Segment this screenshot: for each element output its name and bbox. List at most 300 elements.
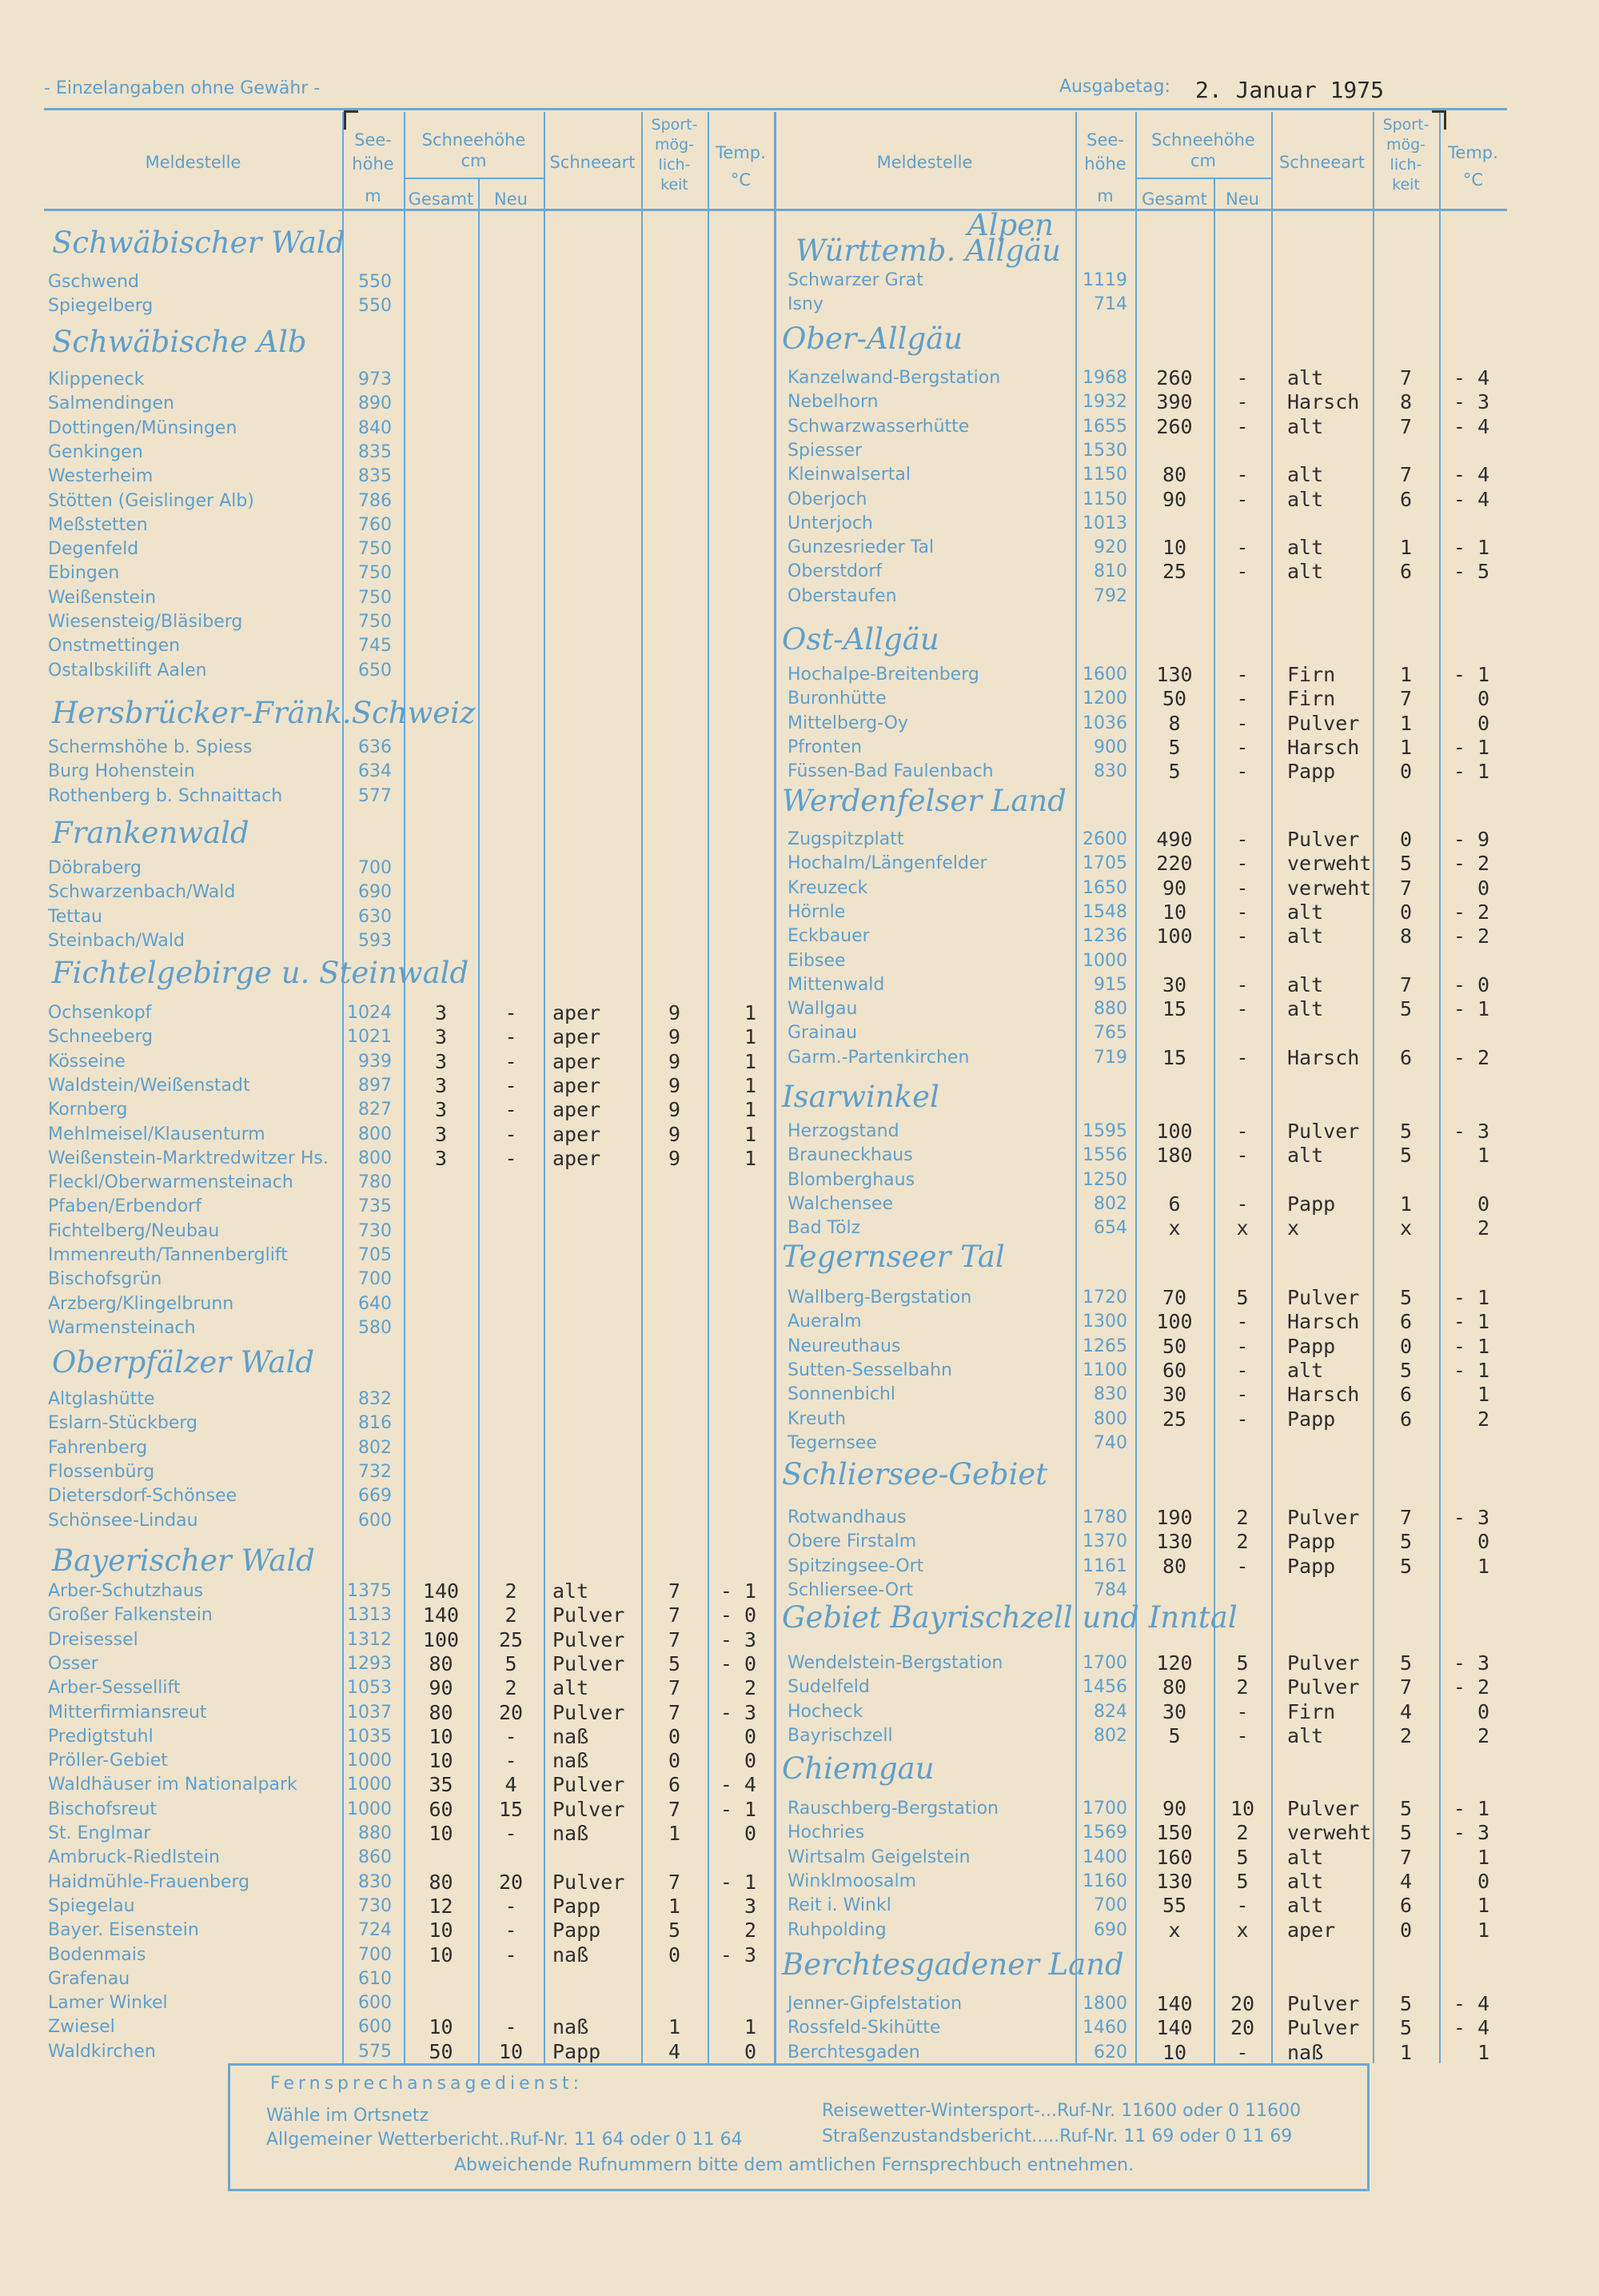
region-title: Fichtelgebirge u. Steinwald [52, 956, 469, 990]
station-name: Bischofsgrün [48, 1269, 162, 1290]
station-altitude: 1053 [347, 1678, 392, 1699]
snow-type: Papp [552, 1919, 601, 1943]
station-altitude: 827 [358, 1100, 392, 1120]
station-altitude: 580 [358, 1317, 392, 1338]
snow-type: alt [1287, 900, 1324, 924]
temperature: - 3 [720, 1627, 756, 1651]
snow-type: Pulver [1287, 1286, 1360, 1309]
snow-type: alt [1287, 972, 1324, 996]
snow-new: - [1236, 1144, 1249, 1168]
sport-rating: 1 [1399, 735, 1413, 759]
date-label: Ausgabetag: [1059, 77, 1170, 97]
station-name: Fichtelberg/Neubau [48, 1220, 220, 1241]
station-altitude: 1600 [1083, 665, 1127, 685]
snow-type: Harsch [1287, 1383, 1360, 1407]
station-altitude: 600 [358, 1510, 392, 1531]
station-row [0, 712, 1599, 736]
snow-total: 140 [1156, 1992, 1193, 2015]
snow-type: alt [1287, 1869, 1324, 1893]
sport-rating: 7 [668, 1579, 681, 1603]
snow-total: 12 [429, 1894, 453, 1918]
station-name: Wendelstein-Bergstation [788, 1653, 1003, 1673]
station-name: Hochalm/Längenfelder [788, 853, 987, 874]
region-title: Schwäbischer Wald [52, 226, 345, 260]
station-name: Westerheim [48, 466, 154, 487]
station-altitude: 740 [1094, 1432, 1127, 1453]
station-name: Oberjoch [788, 489, 867, 509]
station-altitude: 1000 [347, 1751, 392, 1771]
snow-new: - [1236, 924, 1249, 948]
station-altitude: 654 [1094, 1218, 1127, 1239]
snow-new: - [1236, 1358, 1249, 1382]
snow-type: aper [552, 1073, 601, 1097]
station-name: Arber-Schutzhaus [48, 1581, 204, 1601]
sport-rating: 5 [1399, 1530, 1413, 1554]
snow-type: alt [1287, 1144, 1324, 1168]
snow-total: 130 [1156, 1530, 1193, 1554]
station-row [0, 973, 1599, 997]
snow-total: 10 [429, 1919, 453, 1943]
region-title: Frankenwald [52, 816, 249, 850]
station-altitude: 760 [358, 514, 392, 535]
station-name: Eslarn-Stückberg [48, 1413, 197, 1434]
snow-new: - [504, 1749, 517, 1773]
station-name: Garm.-Partenkirchen [788, 1047, 970, 1068]
sport-rating: 0 [668, 1749, 681, 1773]
snow-total: 180 [1156, 1144, 1193, 1168]
temperature: - 9 [1453, 828, 1489, 851]
station-name: Tettau [48, 906, 102, 927]
snow-new: 5 [1236, 1869, 1249, 1893]
station-altitude: 1530 [1083, 440, 1127, 461]
station-altitude: 1293 [347, 1653, 392, 1674]
sport-rating: 5 [1399, 1286, 1413, 1309]
station-altitude: 1161 [1083, 1555, 1127, 1576]
station-altitude: 1650 [1083, 877, 1127, 898]
col-header-seehoehe: See- [354, 130, 392, 150]
snow-total: 260 [1156, 366, 1193, 389]
station-row [0, 900, 1599, 924]
station-altitude: 802 [1094, 1725, 1127, 1746]
station-name: Rotwandhaus [788, 1507, 907, 1527]
col-header-temp: Temp. [1448, 143, 1498, 162]
station-altitude: 1013 [1083, 513, 1127, 533]
col-header-seehoehe: höhe [1084, 154, 1126, 174]
sport-rating: 0 [1399, 1334, 1413, 1358]
snow-type: Pulver [552, 1651, 625, 1675]
snow-total: 490 [1156, 828, 1193, 851]
snow-type: Firn [1287, 1699, 1336, 1723]
sport-rating: 1 [668, 1822, 681, 1845]
station-name: Predigtstuhl [48, 1726, 154, 1747]
sport-rating: 7 [1399, 1845, 1413, 1869]
station-altitude: 784 [1094, 1579, 1127, 1600]
station-row [0, 1021, 1599, 1045]
station-name: Eibsee [788, 950, 846, 971]
station-altitude: 1036 [1083, 713, 1127, 733]
sport-rating: 1 [1399, 711, 1413, 735]
station-name: Schwarzer Grat [788, 270, 923, 290]
station-altitude: 860 [358, 1847, 392, 1868]
region-title: Ober-Allgäu [782, 321, 963, 356]
station-name: Steinbach/Wald [48, 930, 185, 951]
snow-type: aper [552, 1049, 601, 1073]
snow-total: 140 [1156, 2016, 1193, 2040]
region-supertitle: Alpen [967, 208, 1054, 242]
snow-total: 100 [422, 1627, 460, 1651]
snow-total: 10 [1162, 900, 1187, 924]
station-name: Ambruck-Riedlstein [48, 1847, 220, 1868]
station-name: Fahrenberg [48, 1437, 148, 1458]
snow-type: alt [1287, 1845, 1324, 1869]
station-row [0, 512, 1599, 536]
snow-type: alt [1287, 1723, 1324, 1747]
col-header-schneeart: Schneeart [1278, 153, 1366, 172]
temperature: 1 [744, 1049, 756, 1073]
station-name: Hochalpe-Breitenberg [788, 665, 979, 685]
temperature: - 3 [1453, 1120, 1489, 1143]
station-altitude: 1000 [347, 1799, 392, 1819]
station-row [0, 536, 1599, 560]
station-row [0, 1651, 1599, 1675]
station-row [0, 736, 1599, 760]
temperature: 1 [1477, 1894, 1489, 1918]
temperature: - 3 [720, 1700, 756, 1724]
station-name: Haidmühle-Frauenberg [48, 1871, 250, 1892]
col-header-seehoehe-unit: m [1097, 186, 1114, 206]
station-altitude: 802 [1094, 1193, 1127, 1214]
station-altitude: 2600 [1083, 829, 1127, 849]
snow-new: - [1236, 1383, 1249, 1407]
station-altitude: 1370 [1083, 1531, 1127, 1552]
station-altitude: 1548 [1083, 901, 1127, 922]
station-row [0, 1870, 1599, 1894]
temperature: - 1 [1453, 735, 1489, 759]
station-name: Mittenwald [788, 974, 885, 995]
station-name: Tegernsee [788, 1432, 877, 1453]
station-altitude: 750 [358, 587, 392, 608]
col-header-meldestelle: Meldestelle [876, 153, 973, 172]
station-altitude: 1035 [347, 1726, 392, 1747]
sport-rating: 7 [1399, 366, 1413, 389]
station-altitude: 690 [1094, 1919, 1127, 1940]
snow-total: 130 [1156, 663, 1193, 686]
snow-new: 20 [1230, 2016, 1255, 2040]
station-name: Salmendingen [48, 393, 174, 414]
station-altitude: 1460 [1083, 2018, 1127, 2038]
station-altitude: 650 [358, 660, 392, 681]
snow-total: 10 [1162, 536, 1187, 560]
station-altitude: 714 [1094, 294, 1127, 315]
snow-total: 90 [1162, 876, 1187, 900]
station-name: Schönsee-Lindau [48, 1510, 198, 1531]
sport-rating: 6 [1399, 560, 1413, 584]
station-altitude: 1700 [1083, 1653, 1127, 1673]
temperature: 1 [744, 1146, 756, 1170]
temperature: - 0 [720, 1651, 756, 1675]
station-row [0, 390, 1599, 414]
station-name: Dreisessel [48, 1629, 138, 1650]
station-row [0, 1432, 1599, 1455]
snow-new: - [1236, 1554, 1249, 1578]
phone-service-box [228, 2063, 1370, 2191]
station-name: Aueralm [788, 1312, 862, 1332]
temperature: - 1 [1453, 1334, 1489, 1358]
sport-rating: 5 [1399, 1821, 1413, 1845]
snow-total: x [1168, 1216, 1181, 1240]
snow-new: - [1236, 1407, 1249, 1431]
station-altitude: 792 [1094, 585, 1127, 606]
station-row [0, 828, 1599, 852]
station-row [0, 293, 1599, 317]
snow-total: 3 [434, 1122, 448, 1146]
region-title: Chiemgau [782, 1751, 935, 1786]
station-altitude: 1456 [1083, 1677, 1127, 1698]
snow-type: Papp [1287, 1554, 1336, 1578]
station-altitude: 700 [358, 1944, 392, 1965]
col-header-sport: Sport- [651, 116, 698, 134]
snow-type: Papp [1287, 1192, 1336, 1216]
station-altitude: 1200 [1083, 689, 1127, 709]
station-altitude: 593 [358, 930, 392, 951]
col-header-seehoehe: höhe [352, 154, 394, 174]
station-name: Weißenstein-Marktredwitzer Hs. [48, 1148, 329, 1168]
sport-rating: 0 [1399, 1918, 1413, 1942]
temperature: - 3 [1453, 1651, 1489, 1675]
station-altitude: 745 [358, 636, 392, 657]
station-name: Wallberg-Bergstation [788, 1288, 972, 1308]
snow-total: 6 [1168, 1192, 1181, 1216]
station-name: Sonnenbichl [788, 1384, 896, 1405]
snow-type: alt [552, 1676, 589, 1700]
station-altitude: 1160 [1083, 1871, 1127, 1891]
station-name: Burg Hohenstein [48, 761, 195, 782]
station-altitude: 880 [358, 1823, 392, 1843]
station-altitude: 920 [1094, 537, 1127, 558]
snow-new: 5 [1236, 1845, 1249, 1869]
temperature: - 1 [1453, 536, 1489, 560]
station-altitude: 669 [358, 1486, 392, 1507]
col-header-sport: keit [1392, 176, 1420, 194]
snow-new: - [1236, 900, 1249, 924]
snow-total: 80 [429, 1870, 453, 1894]
station-altitude: 765 [1094, 1023, 1127, 1044]
station-altitude: 719 [1094, 1047, 1127, 1068]
col-header-sport: mög- [1386, 136, 1426, 154]
station-altitude: 1569 [1083, 1823, 1127, 1843]
station-altitude: 1037 [347, 1702, 392, 1723]
sport-rating: 1 [1399, 2040, 1413, 2064]
temperature: 0 [1477, 1699, 1489, 1723]
snow-type: alt [1287, 414, 1324, 438]
station-row [0, 366, 1599, 390]
station-name: Dietersdorf-Schönsee [48, 1486, 237, 1507]
station-row [0, 2016, 1599, 2040]
snow-new: 20 [498, 1870, 524, 1894]
station-name: Isny [788, 294, 823, 315]
station-name: Stötten (Geislinger Alb) [48, 490, 254, 511]
corner-mark [1444, 110, 1446, 130]
snow-new: - [1236, 1120, 1249, 1143]
station-name: Herzogstand [788, 1121, 899, 1141]
snow-total: 30 [1162, 1383, 1187, 1407]
region-title: Tegernseer Tal [782, 1240, 1005, 1274]
snow-new: - [1236, 1192, 1249, 1216]
snow-type: naß [552, 1822, 589, 1845]
sport-rating: 7 [1399, 463, 1413, 487]
snow-new: 25 [498, 1627, 524, 1651]
snow-new: 2 [504, 1603, 517, 1627]
snow-total: 8 [1168, 711, 1181, 735]
station-name: Osser [48, 1653, 98, 1674]
snow-type: Papp [1287, 1530, 1336, 1554]
snow-type: Pulver [552, 1700, 625, 1724]
temperature: - 4 [1453, 487, 1489, 511]
sport-rating: 1 [1399, 536, 1413, 560]
station-altitude: 973 [358, 369, 392, 389]
region-title: Werdenfelser Land [782, 784, 1067, 818]
snow-type: Harsch [1287, 735, 1360, 759]
region-title: Hersbrücker-Fränk.Schweiz [52, 696, 476, 730]
snow-total: 5 [1168, 1723, 1181, 1747]
snow-type: naß [552, 1749, 589, 1773]
col-header-temp-unit: °C [730, 170, 752, 190]
station-name: Flossenbürg [48, 1461, 155, 1482]
station-name: Kanzelwand-Bergstation [788, 368, 1001, 388]
station-name: Pröller-Gebiet [48, 1751, 168, 1771]
snow-type: Pulver [1287, 1120, 1360, 1143]
temperature: - 1 [1453, 1358, 1489, 1382]
snow-new: - [1236, 1045, 1249, 1069]
station-name: Spiesser [788, 440, 863, 461]
temperature: 0 [1477, 876, 1489, 900]
station-name: Rothenberg b. Schnaittach [48, 785, 283, 806]
snow-type: verweht [1287, 852, 1372, 876]
temperature: 0 [1477, 1192, 1489, 1216]
snow-type: Papp [552, 1894, 601, 1918]
station-name: Winklmoosalm [788, 1871, 917, 1891]
station-name: Brauneckhaus [788, 1145, 913, 1166]
sport-rating: 6 [1399, 1383, 1413, 1407]
sport-rating: 6 [1399, 1045, 1413, 1069]
station-altitude: 640 [358, 1293, 392, 1314]
snow-new: - [504, 1122, 517, 1146]
station-name: Bischofsreut [48, 1799, 158, 1819]
temperature: - 4 [1453, 463, 1489, 487]
temperature: 2 [1477, 1723, 1489, 1747]
sport-rating: 1 [668, 2015, 681, 2039]
station-row [0, 1144, 1599, 1168]
temperature: 0 [1477, 687, 1489, 711]
snow-type: Pulver [552, 1627, 625, 1651]
snow-type: verweht [1287, 1821, 1372, 1845]
temperature: - 1 [1453, 663, 1489, 686]
snow-new: - [504, 1822, 517, 1845]
snow-total: 80 [429, 1700, 453, 1724]
station-name: Fleckl/Oberwarmensteinach [48, 1172, 293, 1193]
snow-total: 3 [434, 1001, 448, 1024]
header-top-rule [44, 108, 1507, 110]
col-header-temp-unit: °C [1462, 170, 1484, 190]
station-row [0, 924, 1599, 948]
snow-total: 50 [1162, 1334, 1187, 1358]
snow-new: 15 [498, 1797, 524, 1821]
corner-mark [344, 110, 358, 113]
station-altitude: 1150 [1083, 489, 1127, 509]
station-altitude: 1375 [347, 1581, 392, 1601]
station-name: Sutten-Sesselbahn [788, 1360, 952, 1380]
snow-new: - [1236, 560, 1249, 584]
snow-new: - [1236, 536, 1249, 560]
station-name: Altglashütte [48, 1389, 155, 1409]
snow-type: alt [1287, 463, 1324, 487]
snow-type: Pulver [552, 1603, 625, 1627]
sport-rating: 5 [1399, 1992, 1413, 2015]
snow-new: 10 [498, 2039, 524, 2063]
snow-type: Papp [1287, 760, 1336, 784]
snow-type: alt [1287, 487, 1324, 511]
snow-new: - [504, 1919, 517, 1943]
snow-type: Pulver [1287, 828, 1360, 851]
station-name: Ochsenkopf [48, 1003, 152, 1023]
snow-type: aper [1287, 1918, 1336, 1942]
snow-new: - [504, 1943, 517, 1967]
station-name: Weißenstein [48, 587, 157, 608]
snow-total: 80 [1162, 1675, 1187, 1699]
region-title: Schwäbische Alb [52, 325, 307, 359]
temperature: 0 [744, 1822, 756, 1845]
sport-rating: 9 [668, 1146, 681, 1170]
region-title: Gebiet Bayrischzell und Inntal [782, 1600, 1238, 1635]
snow-new: x [1236, 1918, 1249, 1942]
snow-new: 2 [1236, 1506, 1249, 1529]
station-row [0, 585, 1599, 609]
snow-new: 20 [1230, 1992, 1255, 2015]
station-row [0, 488, 1599, 512]
region-title: Schliersee-Gebiet [782, 1457, 1048, 1491]
station-altitude: 840 [358, 417, 392, 438]
station-name: Wallgau [788, 999, 858, 1020]
temperature: - 2 [1453, 924, 1489, 948]
snow-total: 100 [1156, 924, 1193, 948]
snow-new: - [1236, 1894, 1249, 1918]
snow-type: aper [552, 1098, 601, 1122]
station-row [0, 1506, 1599, 1530]
region-title: Ost-Allgäu [782, 622, 939, 657]
disclaimer: - Einzelangaben ohne Gewähr - [44, 78, 321, 98]
snow-type: Pulver [552, 1870, 625, 1894]
station-row [0, 1555, 1599, 1579]
snow-new: 2 [504, 1676, 517, 1700]
station-name: Arber-Sessellift [48, 1678, 181, 1699]
snow-type: aper [552, 1146, 601, 1170]
snow-new: - [1236, 852, 1249, 876]
snow-type: Pulver [552, 1773, 625, 1797]
station-name: Mitterfirmiansreut [48, 1702, 207, 1723]
station-name: Gschwend [48, 272, 139, 292]
corner-mark [344, 110, 346, 130]
station-name: Spitzingsee-Ort [788, 1555, 924, 1576]
temperature: - 0 [720, 1603, 756, 1627]
phone-service-title: Fernsprechansagedienst: [270, 2074, 584, 2094]
sport-rating: 9 [668, 1049, 681, 1073]
snow-total: 10 [429, 1822, 453, 1845]
sport-rating: 0 [668, 1724, 681, 1748]
station-name: Berchtesgaden [788, 2042, 920, 2062]
station-altitude: 750 [358, 563, 392, 584]
snow-total: 80 [1162, 1554, 1187, 1578]
station-name: Gunzesrieder Tal [788, 537, 935, 558]
